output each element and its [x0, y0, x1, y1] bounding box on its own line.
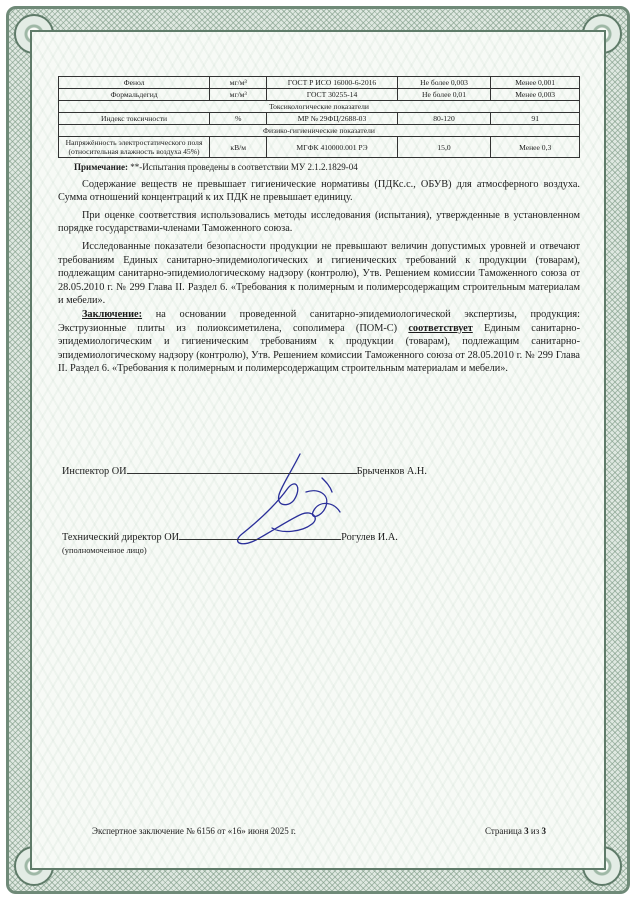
table-cell: 91: [491, 113, 580, 125]
section-header: Токсикологические показатели: [59, 101, 580, 113]
table-cell: мг/м³: [210, 89, 267, 101]
table-row: [59, 113, 580, 125]
table-row: [59, 77, 580, 89]
footer-page-number: [485, 826, 546, 836]
paragraph: Исследованные показатели безопасности продукции не превышают величин допустимых уровней и отвечают требованиям Единых санитарно-эпидемиологических и гигиенических требований к продукции (товарам), подлежащим санитарно-эпидемиологическому надзору (контролю), Утв. Решением комиссии Таможенного союза от 28.05.2010 г. № 299 Глава II. Раздел 6. «Требования к полимерным и полимерсодержащим строительным материалам и мебели».: [58, 240, 580, 307]
signature-underline: [127, 473, 357, 474]
note-text: **-Испытания проведены в соответствии МУ 2.1.2.1829-04: [128, 162, 358, 172]
conclusion-label: Заключение:: [82, 308, 143, 320]
results-table: [58, 76, 580, 158]
table-cell: кВ/м: [210, 137, 267, 158]
document-body: [58, 76, 580, 376]
inspector-role: Инспектор ОИ: [62, 466, 127, 477]
table-cell: Напряжённость электростатического поля (относительная влажность воздуха 45%): [59, 137, 210, 158]
conclusion-text-2: Единым санитарно-эпидемиологическим и гигиеническим требованиям к продукции (товарам), подлежащим санитарно-эпидемиологическому надзору (контролю), Утв. Решением комиссии Таможенного союза от 28.05.2010 г. № 299 Глава II. Раздел 6. «Требования к полимерным и полимерсодержащим строительным материалам и мебели».: [58, 322, 580, 375]
table-cell: ГОСТ 30255-14: [267, 89, 397, 101]
table-section-row: [59, 101, 580, 113]
table-cell: Менее 0,3: [491, 137, 580, 158]
note-label: Примечание:: [74, 162, 129, 172]
inspector-name: Брыченков А.Н.: [356, 466, 427, 477]
table-cell: МР № 29ФЦ/2688-03: [267, 113, 397, 125]
paragraph: Содержание веществ не превышает гигиенические нормативы (ПДКс.с., ОБУВ) для атмосферного воздуха. Сумма отношений концентраций к их ПДК не превышает единицу.: [58, 178, 580, 204]
page-total: 3: [541, 826, 546, 836]
table-cell: Не более 0,01: [397, 89, 491, 101]
director-name: Рогулев И.А.: [341, 532, 398, 543]
page-label: Страница: [485, 826, 525, 836]
table-cell: Менее 0,001: [491, 77, 580, 89]
table-section-row: [59, 125, 580, 137]
conclusion-verdict: соответствует: [408, 322, 473, 334]
paragraph: При оценке соответствия использовались методы исследования (испытания), утвержденные в установленном порядке государствами-членами Таможенного союза.: [58, 209, 580, 235]
table-cell: Не более 0,003: [397, 77, 491, 89]
conclusion-text: на основании проведенной санитарно-эпидемиологической экспертизы, продукция: Экструзионные плиты из полиоксиметилена, сополимера (ПОМ-С): [58, 308, 580, 334]
section-header: Физико-гигиенические показатели: [59, 125, 580, 137]
page-current: 3: [524, 826, 529, 836]
table-row: [59, 89, 580, 101]
table-cell: Менее 0,003: [491, 89, 580, 101]
director-signature-line: [62, 532, 398, 543]
inspector-signature-line: [62, 466, 427, 477]
table-cell: 80-120: [397, 113, 491, 125]
paragraphs: [58, 178, 580, 308]
table-cell: мг/м³: [210, 77, 267, 89]
table-cell: МГФК 410000.001 РЭ: [267, 137, 397, 158]
table-cell: Фенол: [59, 77, 210, 89]
director-subtitle: (уполномоченное лицо): [62, 546, 147, 555]
footer-doc-ref: Экспертное заключение № 6156 от «16» июня 2025 г.: [92, 826, 296, 836]
table-cell: 15,0: [397, 137, 491, 158]
table-note: [74, 161, 580, 175]
director-role: Технический директор ОИ: [62, 532, 180, 543]
table-cell: ГОСТ Р ИСО 16000-6-2016: [267, 77, 397, 89]
page-sep: из: [528, 826, 542, 836]
table-cell: %: [210, 113, 267, 125]
table-cell: Формальдегид: [59, 89, 210, 101]
table-row: [59, 137, 580, 158]
conclusion: [58, 308, 580, 376]
signature-underline: [179, 539, 341, 540]
table-cell: Индекс токсичности: [59, 113, 210, 125]
